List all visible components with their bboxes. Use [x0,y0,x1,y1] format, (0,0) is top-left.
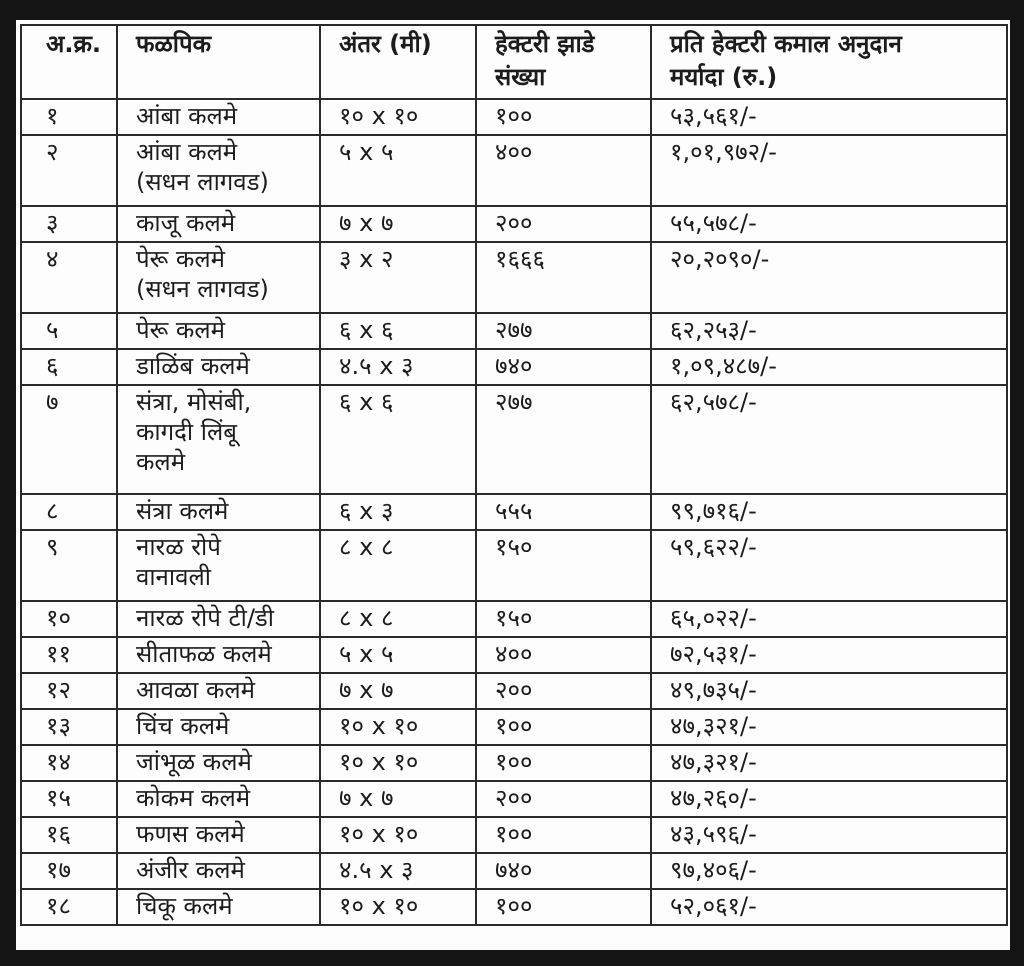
cell-spacing: ३ x २ [320,242,476,313]
cell-spacing: ६ x ३ [320,494,476,530]
table-row [21,817,1007,853]
cell-trees: ४०० [476,637,651,673]
cell-trees: ४०० [476,135,651,206]
table-row [21,206,1007,242]
cell-serial-no: २ [21,135,117,206]
cell-serial-no: ११ [21,637,117,673]
cell-subsidy: ५३,५६१/- [651,99,1007,135]
table-row [21,637,1007,673]
cell-spacing: ५ x ५ [320,135,476,206]
cell-crop: जांभूळ कलमे [117,745,320,781]
cell-subsidy: ४९,७३५/- [651,673,1007,709]
cell-serial-no: १२ [21,673,117,709]
cell-trees: १५० [476,601,651,637]
cell-crop: संत्रा, मोसंबी, कागदी लिंबू कलमे [117,385,320,494]
cell-trees: २०० [476,781,651,817]
cell-crop: आंबा कलमे [117,99,320,135]
table-row [21,385,1007,494]
cell-spacing: ६ x ६ [320,313,476,349]
cell-crop: काजू कलमे [117,206,320,242]
cell-spacing: १० x १० [320,745,476,781]
cell-spacing: ४.५ x ३ [320,853,476,889]
table-row [21,889,1007,925]
table-row [21,709,1007,745]
cell-trees: २७७ [476,313,651,349]
cell-serial-no: ८ [21,494,117,530]
table-row [21,853,1007,889]
cell-serial-no: १ [21,99,117,135]
cell-serial-no: १० [21,601,117,637]
cell-spacing: ४.५ x ३ [320,349,476,385]
cell-trees: ५५५ [476,494,651,530]
cell-trees: १०० [476,99,651,135]
table-row [21,530,1007,601]
cell-crop: संत्रा कलमे [117,494,320,530]
cell-subsidy: ७२,५३१/- [651,637,1007,673]
cell-subsidy: १,०१,९७२/- [651,135,1007,206]
table-row [21,349,1007,385]
cell-crop: पेरू कलमे (सधन लागवड) [117,242,320,313]
cell-trees: २०० [476,673,651,709]
cell-trees: १०० [476,817,651,853]
table-row [21,242,1007,313]
cell-spacing: १० x १० [320,889,476,925]
cell-crop: पेरू कलमे [117,313,320,349]
cell-serial-no: १६ [21,817,117,853]
table-row [21,494,1007,530]
cell-trees: ७४० [476,349,651,385]
cell-subsidy: ५५,५७८/- [651,206,1007,242]
cell-trees: १०० [476,745,651,781]
cell-crop: चिकू कलमे [117,889,320,925]
cell-serial-no: ३ [21,206,117,242]
table-row [21,673,1007,709]
cell-crop: आंबा कलमे (सधन लागवड) [117,135,320,206]
cell-serial-no: १४ [21,745,117,781]
cell-subsidy: ९७,४०६/- [651,853,1007,889]
cell-trees: २०० [476,206,651,242]
cell-crop: चिंच कलमे [117,709,320,745]
header-spacing: अंतर (मी) [320,25,476,99]
cell-spacing: १० x १० [320,99,476,135]
header-trees-per-hectare: हेक्टरी झाडे संख्या [476,25,651,99]
cell-spacing: ८ x ८ [320,601,476,637]
cell-spacing: १० x १० [320,709,476,745]
cell-subsidy: ४७,३२१/- [651,709,1007,745]
cell-spacing: ७ x ७ [320,206,476,242]
cell-trees: १६६६ [476,242,651,313]
cell-serial-no: ४ [21,242,117,313]
cell-subsidy: २०,२०९०/- [651,242,1007,313]
cell-subsidy: ६२,२५३/- [651,313,1007,349]
table-row [21,99,1007,135]
cell-spacing: १० x १० [320,817,476,853]
cell-subsidy: ४७,२६०/- [651,781,1007,817]
cell-spacing: ६ x ६ [320,385,476,494]
table-row [21,313,1007,349]
cell-serial-no: १७ [21,853,117,889]
cell-serial-no: १५ [21,781,117,817]
cell-crop: फणस कलमे [117,817,320,853]
cell-crop: नारळ रोपे टी/डी [117,601,320,637]
cell-crop: अंजीर कलमे [117,853,320,889]
subsidy-table [20,24,1008,926]
cell-crop: कोकम कलमे [117,781,320,817]
cell-subsidy: ६५,०२२/- [651,601,1007,637]
document-sheet [16,20,1010,950]
table-row [21,745,1007,781]
cell-spacing: ७ x ७ [320,673,476,709]
table-row [21,135,1007,206]
cell-subsidy: ४३,५९६/- [651,817,1007,853]
cell-serial-no: ७ [21,385,117,494]
cell-trees: १०० [476,889,651,925]
cell-subsidy: ६२,५७८/- [651,385,1007,494]
cell-subsidy: ९९,७१६/- [651,494,1007,530]
table-row [21,601,1007,637]
cell-trees: १५० [476,530,651,601]
cell-serial-no: १८ [21,889,117,925]
header-max-subsidy: प्रति हेक्टरी कमाल अनुदान मर्यादा (रु.) [651,25,1007,99]
cell-subsidy: ५९,६२२/- [651,530,1007,601]
cell-subsidy: १,०९,४८७/- [651,349,1007,385]
cell-serial-no: १३ [21,709,117,745]
cell-serial-no: ५ [21,313,117,349]
cell-trees: १०० [476,709,651,745]
header-row [21,25,1007,99]
cell-subsidy: ५२,०६१/- [651,889,1007,925]
cell-crop: डाळिंब कलमे [117,349,320,385]
cell-subsidy: ४७,३२१/- [651,745,1007,781]
cell-trees: ७४० [476,853,651,889]
table-row [21,781,1007,817]
cell-serial-no: ९ [21,530,117,601]
header-serial-no: अ.क्र. [21,25,117,99]
cell-spacing: ५ x ५ [320,637,476,673]
cell-serial-no: ६ [21,349,117,385]
cell-crop: नारळ रोपे वानावली [117,530,320,601]
cell-spacing: ७ x ७ [320,781,476,817]
cell-trees: २७७ [476,385,651,494]
cell-spacing: ८ x ८ [320,530,476,601]
cell-crop: सीताफळ कलमे [117,637,320,673]
header-crop: फळपिक [117,25,320,99]
cell-crop: आवळा कलमे [117,673,320,709]
